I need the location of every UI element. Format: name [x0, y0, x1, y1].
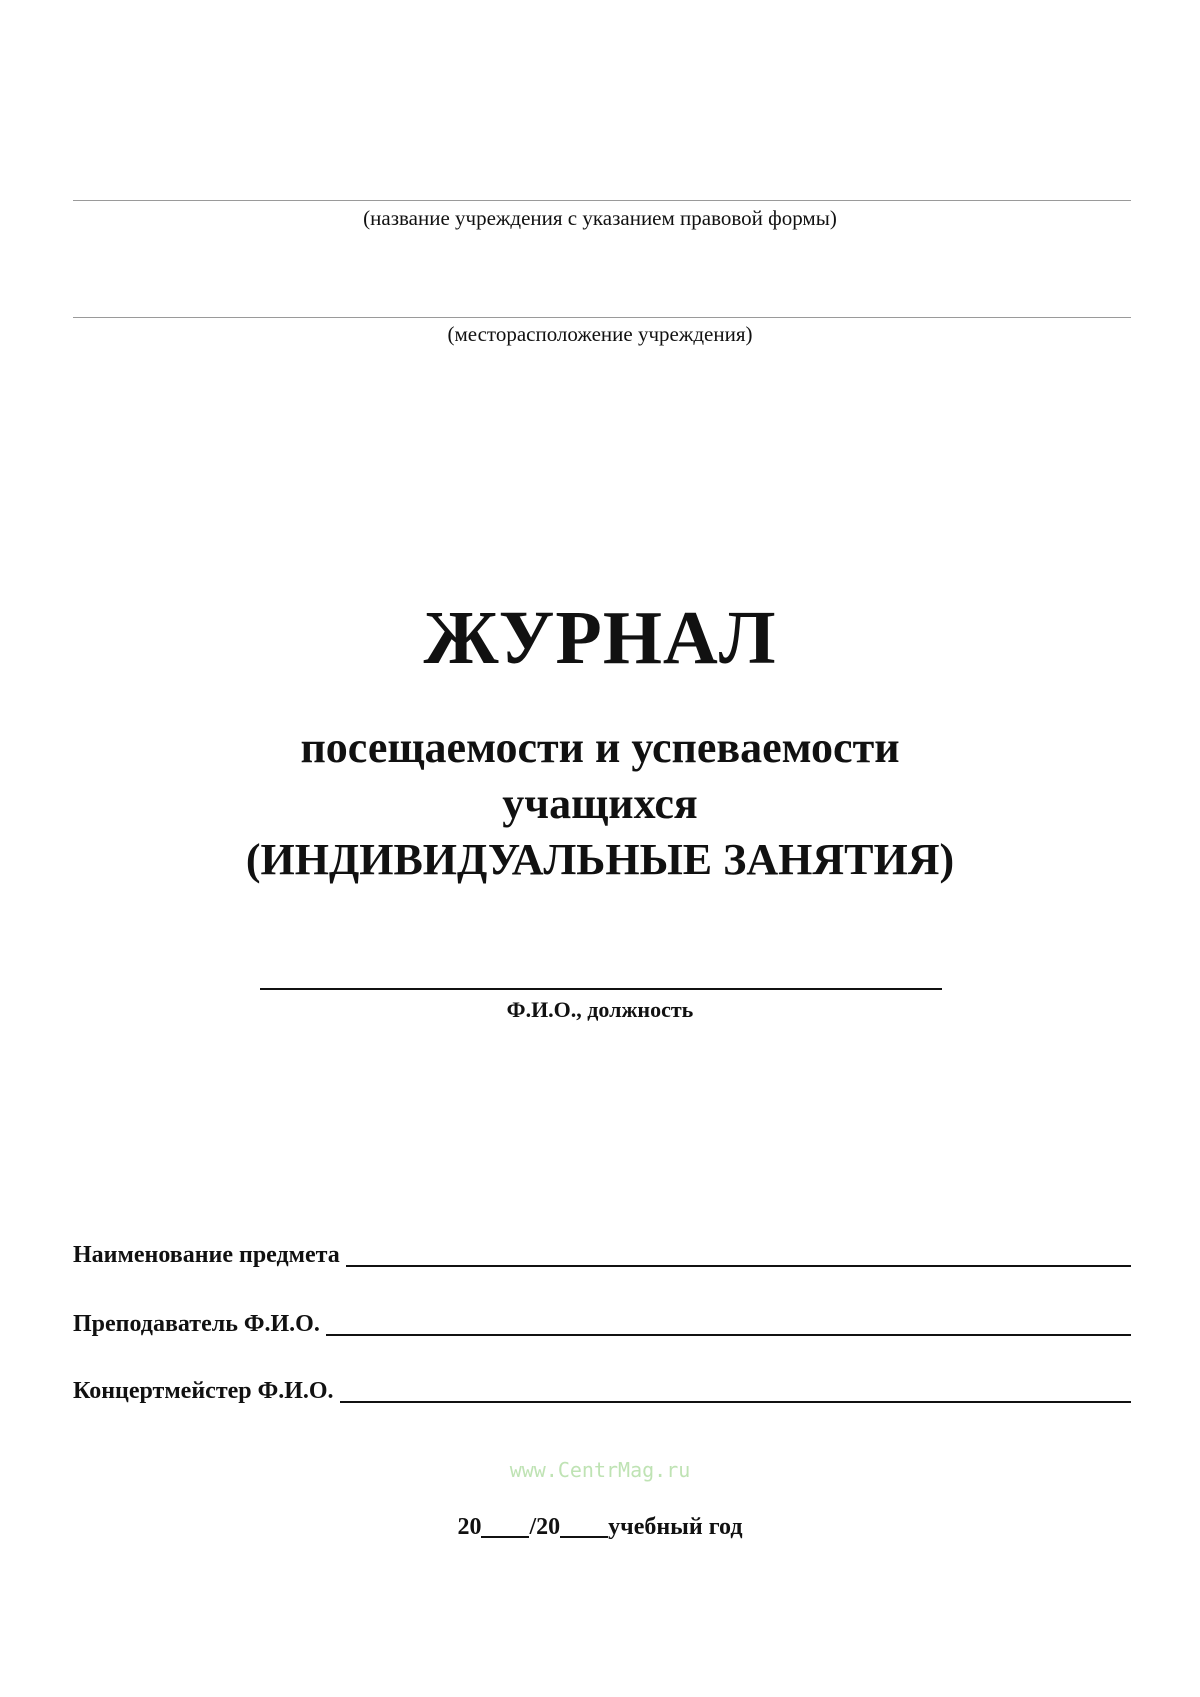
- location-line[interactable]: [73, 317, 1131, 318]
- subject-label: Наименование предмета: [73, 1242, 340, 1268]
- year-prefix: 20: [457, 1514, 482, 1540]
- subject-input-line[interactable]: [346, 1243, 1131, 1267]
- accompanist-field: [73, 1373, 1131, 1405]
- accompanist-label: Концертмейстер Ф.И.О.: [73, 1378, 334, 1404]
- institution-caption: (название учреждения с указанием правовой формы): [363, 206, 837, 230]
- year-start-blank[interactable]: [481, 1514, 529, 1538]
- teacher-input-line[interactable]: [326, 1312, 1131, 1336]
- signature-line[interactable]: [260, 988, 942, 990]
- signature-caption: Ф.И.О., должность: [506, 997, 694, 1022]
- year-separator: /20: [529, 1514, 561, 1540]
- subject-field: [73, 1237, 1131, 1269]
- accompanist-input-line[interactable]: [340, 1379, 1131, 1403]
- institution-name-line[interactable]: [73, 200, 1131, 201]
- subtitle-line-2: учащихся: [502, 779, 698, 828]
- journal-title: ЖУРНАЛ: [423, 596, 777, 680]
- teacher-label: Преподаватель Ф.И.О.: [73, 1311, 320, 1337]
- academic-year: [0, 1513, 1200, 1541]
- location-caption: (месторасположение учреждения): [447, 322, 753, 346]
- year-end-blank[interactable]: [560, 1514, 608, 1538]
- subtitle-line-3: (ИНДИВИДУАЛЬНЫЕ ЗАНЯТИЯ): [245, 835, 955, 884]
- watermark: www.CentrMag.ru: [509, 1458, 691, 1482]
- teacher-field: [73, 1306, 1131, 1338]
- year-suffix: учебный год: [608, 1514, 743, 1540]
- subtitle-line-1: посещаемости и успеваемости: [300, 723, 900, 772]
